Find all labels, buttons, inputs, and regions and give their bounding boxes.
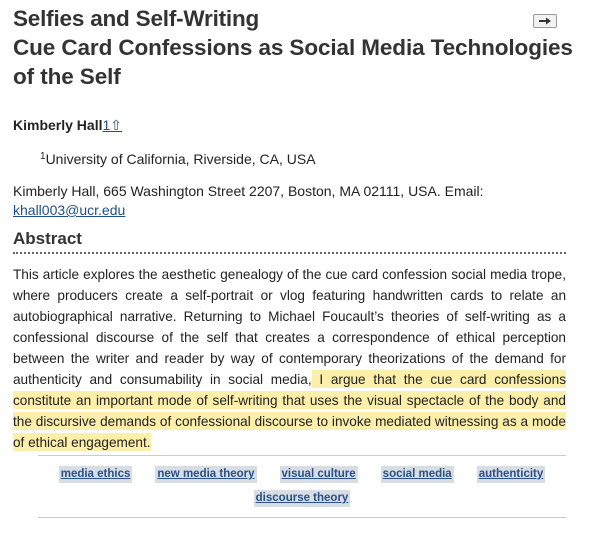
keyword-media-ethics[interactable]: media ethics xyxy=(59,466,133,483)
abstract-plain-text: This article explores the aesthetic genealogy of the cue card confession social media trope, where producers create a self-portrait or vlog featuring handwritten cards to relate an autobiographical narrative. Returning to Michael Foucault’s theories of self-writing as a confessional discourse of the self that creates a correspondence of ethical perception between the writer and reader by way of contemporary theorizations of the demand for authenticity and consumability in social media, xyxy=(13,267,566,387)
keyword-visual-culture[interactable]: visual culture xyxy=(280,466,358,483)
keywords-bottom-divider xyxy=(38,517,566,518)
export-arrow-icon xyxy=(538,17,552,25)
affiliation xyxy=(40,148,316,168)
keywords-row-1 xyxy=(38,466,566,483)
author-name: Kimberly Hall xyxy=(13,117,103,133)
contact-email-link[interactable]: khall003@ucr.edu xyxy=(13,202,126,218)
contact-text: Kimberly Hall, 665 Washington Street 2207, Boston, MA 02111, USA. Email: xyxy=(13,183,484,199)
keyword-discourse-theory[interactable]: discourse theory xyxy=(254,490,351,507)
keywords-row-2 xyxy=(38,490,566,507)
keyword-authenticity[interactable]: authenticity xyxy=(477,466,546,483)
corresponding-contact xyxy=(13,182,583,220)
keywords-top-divider xyxy=(38,455,566,456)
author-line xyxy=(13,116,122,134)
author-ref-number: 1 xyxy=(102,117,111,133)
abstract-text xyxy=(13,264,566,453)
author-affiliation-link[interactable] xyxy=(102,117,122,133)
article-title xyxy=(13,4,573,91)
keyword-new-media-theory[interactable]: new media theory xyxy=(155,466,256,483)
abstract-heading: Abstract xyxy=(13,228,566,254)
affiliation-marker: 1 xyxy=(40,151,46,162)
affiliation-text: University of California, Riverside, CA, USA xyxy=(45,151,316,167)
export-button[interactable] xyxy=(533,14,557,28)
up-arrow-icon: ⇧ xyxy=(110,117,123,133)
abstract-highlighted-text: I argue that the cue card confessions constitute an important mode of self-writing that uses the visual spectacle of the body and the discursive demands of confessional discourse to invoke mediated witnessing as a mode of ethical engagement. xyxy=(13,372,566,450)
keyword-social-media[interactable]: social media xyxy=(381,466,454,483)
article-subtitle: Cue Card Confessions as Social Media Technologies of the Self xyxy=(13,35,573,89)
article-title-main: Selfies and Self-Writing xyxy=(13,6,260,31)
